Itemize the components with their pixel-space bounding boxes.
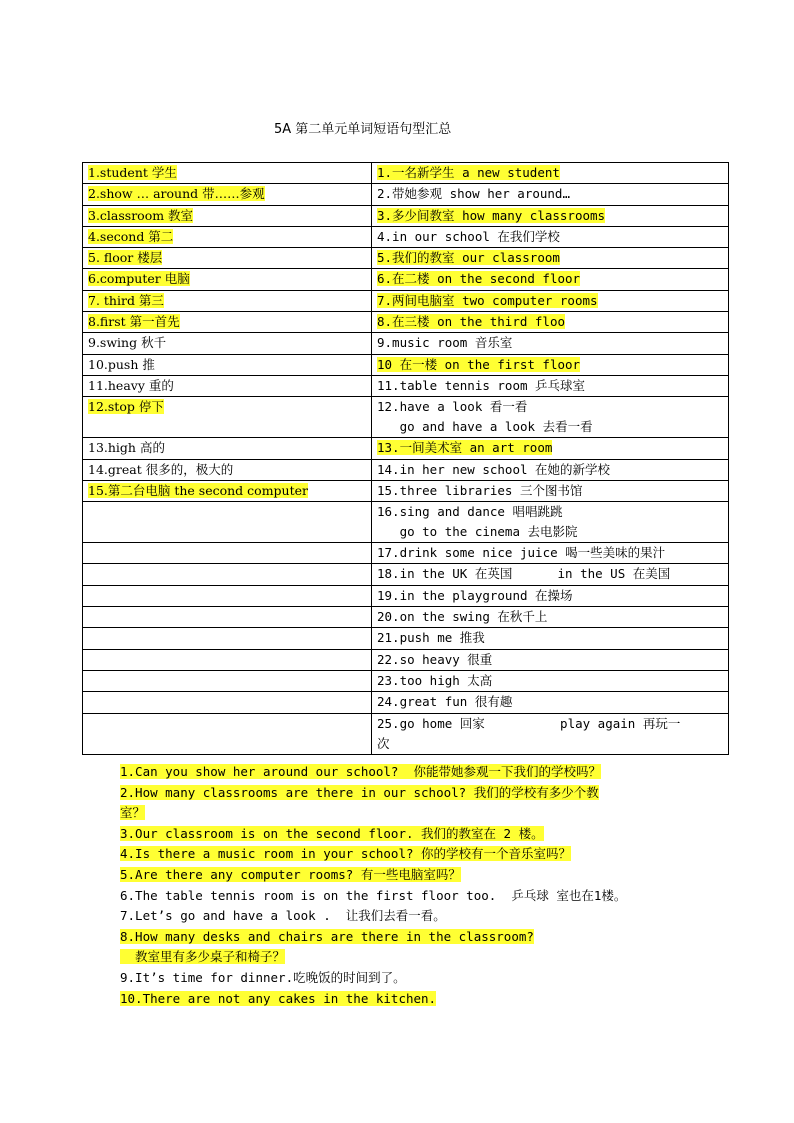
table-row: [83, 312, 729, 333]
table-row: [83, 564, 729, 585]
phrase-text: 1.一名新学生 a new student: [377, 165, 560, 180]
table-row: [83, 184, 729, 205]
word-cell: [83, 480, 372, 501]
phrase-cell: [372, 607, 729, 628]
phrase-cell: [372, 290, 729, 311]
word-cell: [83, 375, 372, 396]
table-row: [83, 163, 729, 184]
phrase-cell: [372, 269, 729, 290]
phrase-text: 13.一间美术室 an art room: [377, 440, 553, 456]
word-text: 5. floor 楼层: [88, 250, 163, 266]
phrase-text: 24.great fun 很有趣: [377, 694, 513, 710]
phrase-text: 8.在三楼 on the third floo: [377, 314, 566, 330]
phrase-cell: [372, 312, 729, 333]
table-row: [83, 397, 729, 438]
word-cell: [83, 269, 372, 290]
phrase-cell: [372, 438, 729, 459]
word-text: 11.heavy 重的: [88, 377, 174, 393]
phrase-text: 22.so heavy 很重: [377, 651, 493, 667]
phrase-text: 11.table tennis room 乒乓球室: [377, 377, 586, 393]
phrase-text: 6.在二楼 on the second floor: [377, 271, 581, 287]
word-cell: [83, 459, 372, 480]
sentence-list: [120, 762, 720, 1009]
table-row: [83, 459, 729, 480]
phrase-cell: [372, 397, 729, 438]
word-text: 2.show … around 带……参观: [88, 186, 265, 202]
phrase-text: 16.sing and dance 唱唱跳跳: [377, 504, 563, 520]
word-cell: [83, 312, 372, 333]
sentence-line: 5.Are there any computer rooms? 有一些电脑室吗？: [120, 866, 461, 882]
word-cell: [83, 248, 372, 269]
phrase-text: 25.go home 回家 play again 再玩一: [377, 715, 681, 731]
phrase-cell: [372, 713, 729, 754]
table-row: [83, 585, 729, 606]
phrase-cell: [372, 163, 729, 184]
word-text: 13.high 高的: [88, 440, 165, 456]
phrase-cell: [372, 205, 729, 226]
word-text: 10.push 推: [88, 356, 155, 372]
table-row: [83, 628, 729, 649]
phrase-cell: [372, 459, 729, 480]
table-row: [83, 333, 729, 354]
word-cell: [83, 670, 372, 691]
phrase-text: go and have a look 去看一看: [377, 419, 593, 435]
sentence-line: 教室里有多少桌子和椅子？: [120, 949, 286, 965]
phrase-text: 14.in her new school 在她的新学校: [377, 461, 611, 477]
word-cell: [83, 226, 372, 247]
table-row: [83, 354, 729, 375]
word-text: 8.first 第一首先: [88, 314, 180, 330]
word-text: 14.great 很多的，极大的: [88, 461, 234, 477]
phrase-cell: [372, 692, 729, 713]
word-text: 12.stop 停下: [88, 399, 164, 415]
phrase-text: 18.in the UK 在英国 in the US 在美国: [377, 566, 671, 582]
word-text: 1.student 学生: [88, 165, 177, 180]
table-row: [83, 269, 729, 290]
table-row: [83, 713, 729, 754]
word-cell: [83, 543, 372, 564]
sentence-line: 6.The table tennis room is on the first floor too. 乒乓球 室也在1楼。: [120, 887, 627, 903]
phrase-text: 19.in the playground 在操场: [377, 587, 573, 603]
phrase-cell: [372, 543, 729, 564]
word-cell: [83, 163, 372, 184]
phrase-cell: [372, 628, 729, 649]
phrase-text: 10 在一楼 on the first floor: [377, 356, 581, 372]
word-cell: [83, 184, 372, 205]
phrase-cell: [372, 333, 729, 354]
word-cell: [83, 649, 372, 670]
phrase-text: 7.两间电脑室 two computer rooms: [377, 292, 598, 308]
table-row: [83, 502, 729, 543]
word-cell: [83, 607, 372, 628]
word-text: 4.second 第二: [88, 228, 174, 244]
table-row: [83, 692, 729, 713]
phrase-text: 12.have a look 看一看: [377, 399, 528, 415]
phrase-text: 9.music room 音乐室: [377, 335, 513, 351]
word-cell: [83, 397, 372, 438]
sentence-line: 4.Is there a music room in your school? 你的学校有一个音乐室吗？: [120, 846, 572, 862]
word-cell: [83, 438, 372, 459]
phrase-cell: [372, 649, 729, 670]
phrase-text: 次: [377, 735, 390, 751]
table-row: [83, 226, 729, 247]
table-row: [83, 290, 729, 311]
phrase-cell: [372, 184, 729, 205]
word-cell: [83, 692, 372, 713]
word-text: 3.classroom 教室: [88, 207, 194, 223]
phrase-text: 21.push me 推我: [377, 630, 485, 646]
table-row: [83, 607, 729, 628]
phrase-cell: [372, 585, 729, 606]
sentence-line: 10.There are not any cakes in the kitchen.: [120, 990, 437, 1006]
word-cell: [83, 564, 372, 585]
phrase-cell: [372, 354, 729, 375]
word-text: 15.第二台电脑 the second computer: [88, 482, 308, 498]
word-cell: [83, 290, 372, 311]
table-row: [83, 543, 729, 564]
vocabulary-table: [82, 162, 729, 755]
phrase-text: 17.drink some nice juice 喝一些美味的果汁: [377, 545, 666, 561]
phrase-text: 4.in our school 在我们学校: [377, 228, 560, 244]
sentence-line: 室？: [120, 805, 146, 821]
phrase-cell: [372, 502, 729, 543]
word-cell: [83, 502, 372, 543]
word-cell: [83, 628, 372, 649]
sentence-line: 8.How many desks and chairs are there in the classroom?: [120, 928, 534, 944]
phrase-text: go to the cinema 去电影院: [377, 524, 578, 540]
table-row: [83, 248, 729, 269]
word-text: 6.computer 电脑: [88, 271, 190, 287]
table-row: [83, 670, 729, 691]
table-row: [83, 480, 729, 501]
sentence-line: 9.It’s time for dinner.吃晚饭的时间到了。: [120, 969, 406, 985]
word-cell: [83, 205, 372, 226]
word-text: 9.swing 秋千: [88, 335, 167, 351]
phrase-cell: [372, 375, 729, 396]
table-row: [83, 375, 729, 396]
phrase-cell: [372, 248, 729, 269]
word-cell: [83, 354, 372, 375]
sentence-line: 1.Can you show her around our school? 你能带她参观一下我们的学校吗？: [120, 764, 602, 779]
word-cell: [83, 713, 372, 754]
phrase-cell: [372, 670, 729, 691]
phrase-text: 15.three libraries 三个图书馆: [377, 482, 583, 498]
phrase-text: 20.on the swing 在秋千上: [377, 609, 548, 625]
table-row: [83, 205, 729, 226]
phrase-text: 23.too high 太高: [377, 672, 493, 688]
sentence-line: 3.Our classroom is on the second floor. 我们的教室在 2 楼。: [120, 825, 544, 841]
sentence-line: 7.Let’s go and have a look . 让我们去看一看。: [120, 908, 446, 924]
phrase-text: 3.多少间教室 how many classrooms: [377, 207, 606, 223]
phrase-cell: [372, 564, 729, 585]
phrase-cell: [372, 480, 729, 501]
phrase-cell: [372, 226, 729, 247]
word-text: 7. third 第三: [88, 292, 164, 308]
word-cell: [83, 585, 372, 606]
phrase-text: 2.带她参观 show her around…: [377, 186, 570, 202]
sentence-line: 2.How many classrooms are there in our school? 我们的学校有多少个教: [120, 784, 599, 800]
table-row: [83, 438, 729, 459]
word-cell: [83, 333, 372, 354]
document-title: 5A 第二单元单词短语句型汇总: [274, 122, 452, 137]
table-row: [83, 649, 729, 670]
phrase-text: 5.我们的教室 our classroom: [377, 250, 560, 266]
